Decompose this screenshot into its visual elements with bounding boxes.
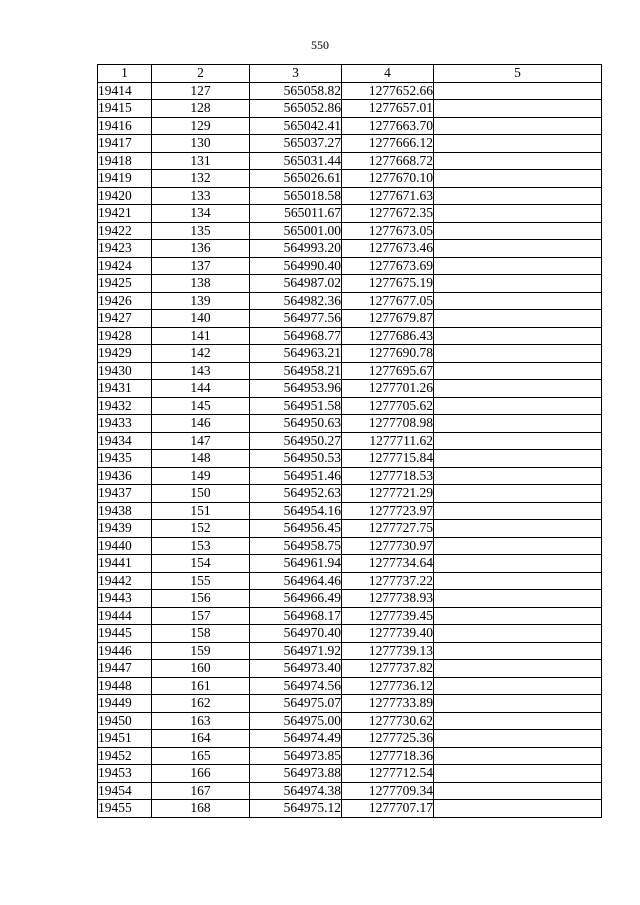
cell-y-coordinate: 1277671.63 (342, 187, 434, 205)
cell-record-id: 19432 (98, 397, 152, 415)
table-row (98, 205, 602, 223)
cell-y-coordinate: 1277723.97 (342, 502, 434, 520)
cell-note (434, 222, 602, 240)
cell-x-coordinate: 564964.46 (250, 572, 342, 590)
table-row (98, 485, 602, 503)
cell-x-coordinate: 564956.45 (250, 520, 342, 538)
cell-note (434, 520, 602, 538)
cell-note (434, 572, 602, 590)
cell-y-coordinate: 1277677.05 (342, 292, 434, 310)
cell-note (434, 397, 602, 415)
cell-note (434, 432, 602, 450)
cell-note (434, 135, 602, 153)
cell-x-coordinate: 564973.88 (250, 765, 342, 783)
cell-note (434, 712, 602, 730)
cell-note (434, 677, 602, 695)
cell-point-number: 146 (152, 415, 250, 433)
cell-x-coordinate: 564963.21 (250, 345, 342, 363)
table-row (98, 537, 602, 555)
cell-x-coordinate: 564952.63 (250, 485, 342, 503)
table-row (98, 152, 602, 170)
header-row (98, 65, 602, 83)
table-row (98, 677, 602, 695)
table-row (98, 432, 602, 450)
cell-x-coordinate: 564968.77 (250, 327, 342, 345)
cell-record-id: 19427 (98, 310, 152, 328)
cell-record-id: 19414 (98, 82, 152, 100)
cell-note (434, 327, 602, 345)
cell-note (434, 537, 602, 555)
table-row (98, 695, 602, 713)
cell-note (434, 292, 602, 310)
cell-y-coordinate: 1277672.35 (342, 205, 434, 223)
cell-record-id: 19415 (98, 100, 152, 118)
cell-point-number: 166 (152, 765, 250, 783)
cell-x-coordinate: 564970.40 (250, 625, 342, 643)
cell-record-id: 19429 (98, 345, 152, 363)
table-row (98, 642, 602, 660)
cell-y-coordinate: 1277711.62 (342, 432, 434, 450)
cell-x-coordinate: 564958.75 (250, 537, 342, 555)
cell-x-coordinate: 564954.16 (250, 502, 342, 520)
cell-x-coordinate: 564951.46 (250, 467, 342, 485)
cell-point-number: 156 (152, 590, 250, 608)
cell-note (434, 450, 602, 468)
cell-x-coordinate: 564968.17 (250, 607, 342, 625)
table-row (98, 782, 602, 800)
table-row (98, 380, 602, 398)
cell-y-coordinate: 1277701.26 (342, 380, 434, 398)
cell-y-coordinate: 1277668.72 (342, 152, 434, 170)
cell-note (434, 205, 602, 223)
coordinates-table (97, 64, 602, 818)
cell-y-coordinate: 1277675.19 (342, 275, 434, 293)
cell-y-coordinate: 1277707.17 (342, 800, 434, 818)
cell-record-id: 19423 (98, 240, 152, 258)
cell-y-coordinate: 1277708.98 (342, 415, 434, 433)
cell-record-id: 19446 (98, 642, 152, 660)
cell-x-coordinate: 564977.56 (250, 310, 342, 328)
cell-point-number: 161 (152, 677, 250, 695)
column-header-4: 4 (342, 65, 434, 83)
table-row (98, 450, 602, 468)
cell-note (434, 187, 602, 205)
table-row (98, 467, 602, 485)
cell-y-coordinate: 1277730.62 (342, 712, 434, 730)
cell-note (434, 765, 602, 783)
cell-x-coordinate: 564974.38 (250, 782, 342, 800)
table-row (98, 275, 602, 293)
cell-x-coordinate: 565052.86 (250, 100, 342, 118)
cell-y-coordinate: 1277718.36 (342, 747, 434, 765)
column-header-2: 2 (152, 65, 250, 83)
cell-point-number: 137 (152, 257, 250, 275)
cell-record-id: 19420 (98, 187, 152, 205)
cell-record-id: 19417 (98, 135, 152, 153)
table-row (98, 327, 602, 345)
cell-y-coordinate: 1277686.43 (342, 327, 434, 345)
cell-x-coordinate: 565031.44 (250, 152, 342, 170)
cell-note (434, 730, 602, 748)
cell-note (434, 800, 602, 818)
table-row (98, 187, 602, 205)
cell-point-number: 149 (152, 467, 250, 485)
table-row (98, 800, 602, 818)
cell-point-number: 135 (152, 222, 250, 240)
cell-point-number: 157 (152, 607, 250, 625)
cell-x-coordinate: 565042.41 (250, 117, 342, 135)
table-row (98, 222, 602, 240)
cell-record-id: 19448 (98, 677, 152, 695)
cell-y-coordinate: 1277690.78 (342, 345, 434, 363)
cell-point-number: 139 (152, 292, 250, 310)
cell-note (434, 100, 602, 118)
cell-y-coordinate: 1277666.12 (342, 135, 434, 153)
cell-x-coordinate: 564975.12 (250, 800, 342, 818)
cell-note (434, 257, 602, 275)
cell-record-id: 19453 (98, 765, 152, 783)
cell-point-number: 143 (152, 362, 250, 380)
cell-note (434, 240, 602, 258)
cell-point-number: 168 (152, 800, 250, 818)
cell-x-coordinate: 565011.67 (250, 205, 342, 223)
table-row (98, 747, 602, 765)
cell-record-id: 19454 (98, 782, 152, 800)
cell-x-coordinate: 565026.61 (250, 170, 342, 188)
cell-x-coordinate: 564971.92 (250, 642, 342, 660)
cell-y-coordinate: 1277663.70 (342, 117, 434, 135)
cell-record-id: 19416 (98, 117, 152, 135)
cell-note (434, 660, 602, 678)
cell-record-id: 19434 (98, 432, 152, 450)
table-row (98, 572, 602, 590)
table-row (98, 397, 602, 415)
cell-record-id: 19440 (98, 537, 152, 555)
cell-point-number: 131 (152, 152, 250, 170)
cell-point-number: 153 (152, 537, 250, 555)
cell-x-coordinate: 565058.82 (250, 82, 342, 100)
cell-note (434, 117, 602, 135)
cell-y-coordinate: 1277709.34 (342, 782, 434, 800)
cell-y-coordinate: 1277715.84 (342, 450, 434, 468)
cell-record-id: 19443 (98, 590, 152, 608)
cell-record-id: 19426 (98, 292, 152, 310)
cell-record-id: 19439 (98, 520, 152, 538)
cell-y-coordinate: 1277657.01 (342, 100, 434, 118)
cell-x-coordinate: 564975.00 (250, 712, 342, 730)
cell-y-coordinate: 1277721.29 (342, 485, 434, 503)
cell-point-number: 154 (152, 555, 250, 573)
cell-y-coordinate: 1277652.66 (342, 82, 434, 100)
cell-note (434, 485, 602, 503)
table-row (98, 520, 602, 538)
cell-note (434, 695, 602, 713)
table-row (98, 415, 602, 433)
cell-note (434, 555, 602, 573)
cell-x-coordinate: 564973.40 (250, 660, 342, 678)
table-row (98, 712, 602, 730)
cell-point-number: 136 (152, 240, 250, 258)
cell-point-number: 129 (152, 117, 250, 135)
cell-y-coordinate: 1277679.87 (342, 310, 434, 328)
cell-y-coordinate: 1277673.46 (342, 240, 434, 258)
cell-point-number: 134 (152, 205, 250, 223)
cell-point-number: 148 (152, 450, 250, 468)
cell-point-number: 140 (152, 310, 250, 328)
cell-point-number: 158 (152, 625, 250, 643)
cell-record-id: 19428 (98, 327, 152, 345)
cell-y-coordinate: 1277739.40 (342, 625, 434, 643)
cell-point-number: 145 (152, 397, 250, 415)
cell-point-number: 152 (152, 520, 250, 538)
cell-y-coordinate: 1277705.62 (342, 397, 434, 415)
cell-record-id: 19421 (98, 205, 152, 223)
cell-point-number: 147 (152, 432, 250, 450)
cell-record-id: 19447 (98, 660, 152, 678)
cell-note (434, 345, 602, 363)
column-header-5: 5 (434, 65, 602, 83)
cell-y-coordinate: 1277670.10 (342, 170, 434, 188)
cell-record-id: 19433 (98, 415, 152, 433)
cell-note (434, 82, 602, 100)
cell-record-id: 19422 (98, 222, 152, 240)
table-row (98, 310, 602, 328)
cell-point-number: 138 (152, 275, 250, 293)
cell-point-number: 141 (152, 327, 250, 345)
cell-y-coordinate: 1277736.12 (342, 677, 434, 695)
cell-x-coordinate: 564993.20 (250, 240, 342, 258)
cell-record-id: 19452 (98, 747, 152, 765)
cell-y-coordinate: 1277734.64 (342, 555, 434, 573)
cell-x-coordinate: 564987.02 (250, 275, 342, 293)
cell-y-coordinate: 1277739.45 (342, 607, 434, 625)
cell-y-coordinate: 1277730.97 (342, 537, 434, 555)
cell-record-id: 19430 (98, 362, 152, 380)
table-row (98, 502, 602, 520)
cell-note (434, 152, 602, 170)
cell-x-coordinate: 564973.85 (250, 747, 342, 765)
cell-record-id: 19451 (98, 730, 152, 748)
table-row (98, 765, 602, 783)
cell-note (434, 275, 602, 293)
cell-note (434, 642, 602, 660)
table-header (98, 65, 602, 83)
cell-point-number: 162 (152, 695, 250, 713)
table-row (98, 292, 602, 310)
cell-y-coordinate: 1277733.89 (342, 695, 434, 713)
cell-y-coordinate: 1277712.54 (342, 765, 434, 783)
page-number: 550 (311, 38, 329, 52)
cell-x-coordinate: 564966.49 (250, 590, 342, 608)
cell-record-id: 19419 (98, 170, 152, 188)
cell-record-id: 19449 (98, 695, 152, 713)
cell-y-coordinate: 1277673.05 (342, 222, 434, 240)
table-row (98, 660, 602, 678)
cell-note (434, 467, 602, 485)
cell-x-coordinate: 564950.27 (250, 432, 342, 450)
cell-note (434, 607, 602, 625)
cell-record-id: 19418 (98, 152, 152, 170)
cell-note (434, 625, 602, 643)
cell-y-coordinate: 1277695.67 (342, 362, 434, 380)
cell-y-coordinate: 1277718.53 (342, 467, 434, 485)
table-body (98, 82, 602, 817)
table-row (98, 170, 602, 188)
cell-point-number: 163 (152, 712, 250, 730)
cell-x-coordinate: 564974.49 (250, 730, 342, 748)
cell-point-number: 128 (152, 100, 250, 118)
table-row (98, 607, 602, 625)
table-row (98, 100, 602, 118)
table-row (98, 257, 602, 275)
table-row (98, 555, 602, 573)
table-row (98, 590, 602, 608)
cell-x-coordinate: 565018.58 (250, 187, 342, 205)
cell-record-id: 19442 (98, 572, 152, 590)
table-row (98, 625, 602, 643)
cell-point-number: 165 (152, 747, 250, 765)
cell-y-coordinate: 1277737.22 (342, 572, 434, 590)
cell-y-coordinate: 1277673.69 (342, 257, 434, 275)
cell-y-coordinate: 1277727.75 (342, 520, 434, 538)
cell-record-id: 19455 (98, 800, 152, 818)
table-row (98, 117, 602, 135)
cell-x-coordinate: 565037.27 (250, 135, 342, 153)
cell-note (434, 502, 602, 520)
cell-point-number: 127 (152, 82, 250, 100)
cell-record-id: 19444 (98, 607, 152, 625)
cell-x-coordinate: 564961.94 (250, 555, 342, 573)
cell-point-number: 142 (152, 345, 250, 363)
table-row (98, 362, 602, 380)
cell-point-number: 167 (152, 782, 250, 800)
cell-point-number: 130 (152, 135, 250, 153)
cell-note (434, 782, 602, 800)
cell-point-number: 159 (152, 642, 250, 660)
cell-y-coordinate: 1277738.93 (342, 590, 434, 608)
cell-x-coordinate: 564950.53 (250, 450, 342, 468)
cell-y-coordinate: 1277737.82 (342, 660, 434, 678)
cell-note (434, 747, 602, 765)
table-row (98, 82, 602, 100)
table-row (98, 135, 602, 153)
cell-record-id: 19445 (98, 625, 152, 643)
cell-x-coordinate: 564990.40 (250, 257, 342, 275)
cell-record-id: 19435 (98, 450, 152, 468)
cell-note (434, 170, 602, 188)
cell-note (434, 310, 602, 328)
cell-point-number: 133 (152, 187, 250, 205)
cell-y-coordinate: 1277725.36 (342, 730, 434, 748)
cell-note (434, 415, 602, 433)
cell-record-id: 19425 (98, 275, 152, 293)
table-row (98, 730, 602, 748)
column-header-1: 1 (98, 65, 152, 83)
cell-note (434, 590, 602, 608)
cell-note (434, 380, 602, 398)
cell-x-coordinate: 564951.58 (250, 397, 342, 415)
cell-record-id: 19431 (98, 380, 152, 398)
cell-x-coordinate: 564953.96 (250, 380, 342, 398)
cell-point-number: 150 (152, 485, 250, 503)
column-header-3: 3 (250, 65, 342, 83)
cell-point-number: 151 (152, 502, 250, 520)
cell-record-id: 19441 (98, 555, 152, 573)
cell-point-number: 132 (152, 170, 250, 188)
cell-record-id: 19436 (98, 467, 152, 485)
cell-x-coordinate: 564975.07 (250, 695, 342, 713)
table-row (98, 240, 602, 258)
cell-point-number: 160 (152, 660, 250, 678)
cell-record-id: 19450 (98, 712, 152, 730)
cell-record-id: 19437 (98, 485, 152, 503)
cell-point-number: 155 (152, 572, 250, 590)
cell-x-coordinate: 564950.63 (250, 415, 342, 433)
cell-x-coordinate: 564958.21 (250, 362, 342, 380)
cell-y-coordinate: 1277739.13 (342, 642, 434, 660)
cell-x-coordinate: 564974.56 (250, 677, 342, 695)
cell-x-coordinate: 564982.36 (250, 292, 342, 310)
cell-record-id: 19424 (98, 257, 152, 275)
cell-x-coordinate: 565001.00 (250, 222, 342, 240)
cell-point-number: 144 (152, 380, 250, 398)
table-row (98, 345, 602, 363)
cell-point-number: 164 (152, 730, 250, 748)
cell-record-id: 19438 (98, 502, 152, 520)
cell-note (434, 362, 602, 380)
